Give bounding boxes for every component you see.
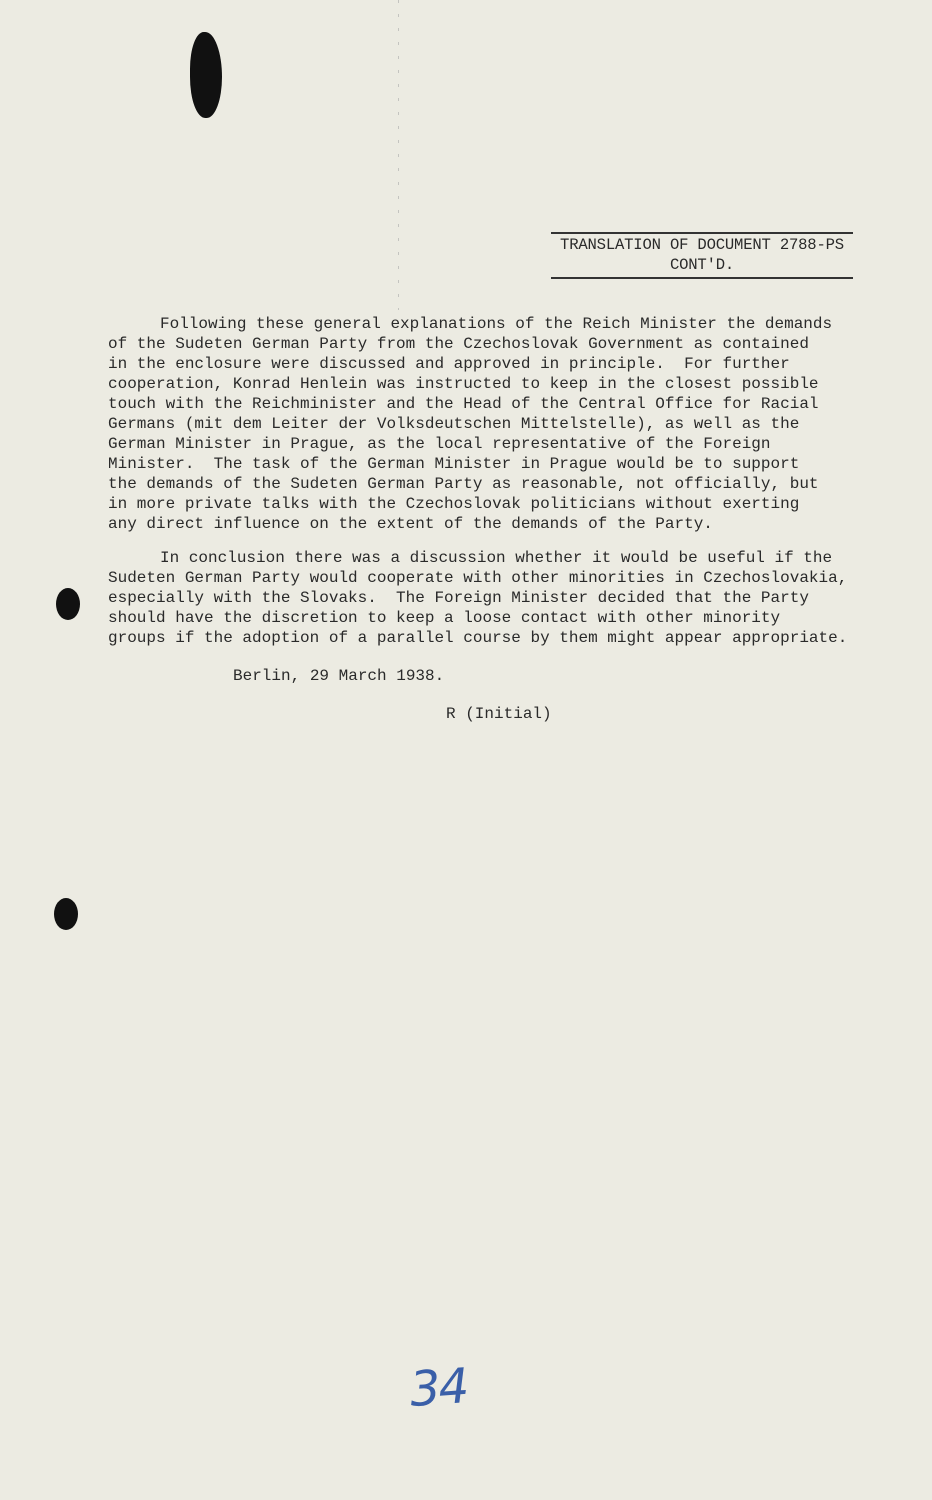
place-date: Berlin, 29 March 1938.	[233, 667, 445, 685]
text-line: German Minister in Prague, as the local representative of the Foreign	[108, 435, 771, 453]
punch-hole	[54, 898, 78, 930]
text-line: cooperation, Konrad Henlein was instructed to keep in the closest possible	[108, 375, 819, 393]
text-line: of the Sudeten German Party from the Czechoslovak Government as contained	[108, 335, 809, 353]
text-line: especially with the Slovaks. The Foreign Minister decided that the Party	[108, 589, 809, 607]
text-line: in more private talks with the Czechoslovak politicians without exerting	[108, 495, 800, 513]
text-line: Germans (mit dem Leiter der Volksdeutschen Mittelstelle), as well as the	[108, 415, 800, 433]
punch-hole	[190, 32, 222, 118]
handwritten-page-number: 34	[408, 1358, 469, 1418]
text-line: Sudeten German Party would cooperate with other minorities in Czechoslovakia,	[108, 569, 848, 587]
text-line: Following these general explanations of the Reich Minister the demands	[160, 315, 833, 333]
paper-fold-line	[398, 0, 399, 310]
document-header	[551, 232, 853, 279]
header-title: TRANSLATION OF DOCUMENT 2788-PS	[560, 236, 844, 254]
text-line: groups if the adoption of a parallel course by them might appear appropriate.	[108, 629, 848, 647]
header-subtitle: CONT'D.	[669, 256, 735, 274]
text-line: In conclusion there was a discussion whether it would be useful if the	[160, 549, 833, 567]
signature-initial: R (Initial)	[446, 705, 552, 723]
text-line: Minister. The task of the German Minister in Prague would be to support	[108, 455, 800, 473]
paragraph-1	[108, 314, 832, 534]
text-line: the demands of the Sudeten German Party as reasonable, not officially, but	[108, 475, 819, 493]
punch-hole	[56, 588, 80, 620]
paragraph-2	[108, 548, 847, 648]
text-line: should have the discretion to keep a loose contact with other minority	[108, 609, 781, 627]
text-line: any direct influence on the extent of the demands of the Party.	[108, 515, 713, 533]
text-line: in the enclosure were discussed and approved in principle. For further	[108, 355, 790, 373]
text-line: touch with the Reichminister and the Head of the Central Office for Racial	[108, 395, 819, 413]
